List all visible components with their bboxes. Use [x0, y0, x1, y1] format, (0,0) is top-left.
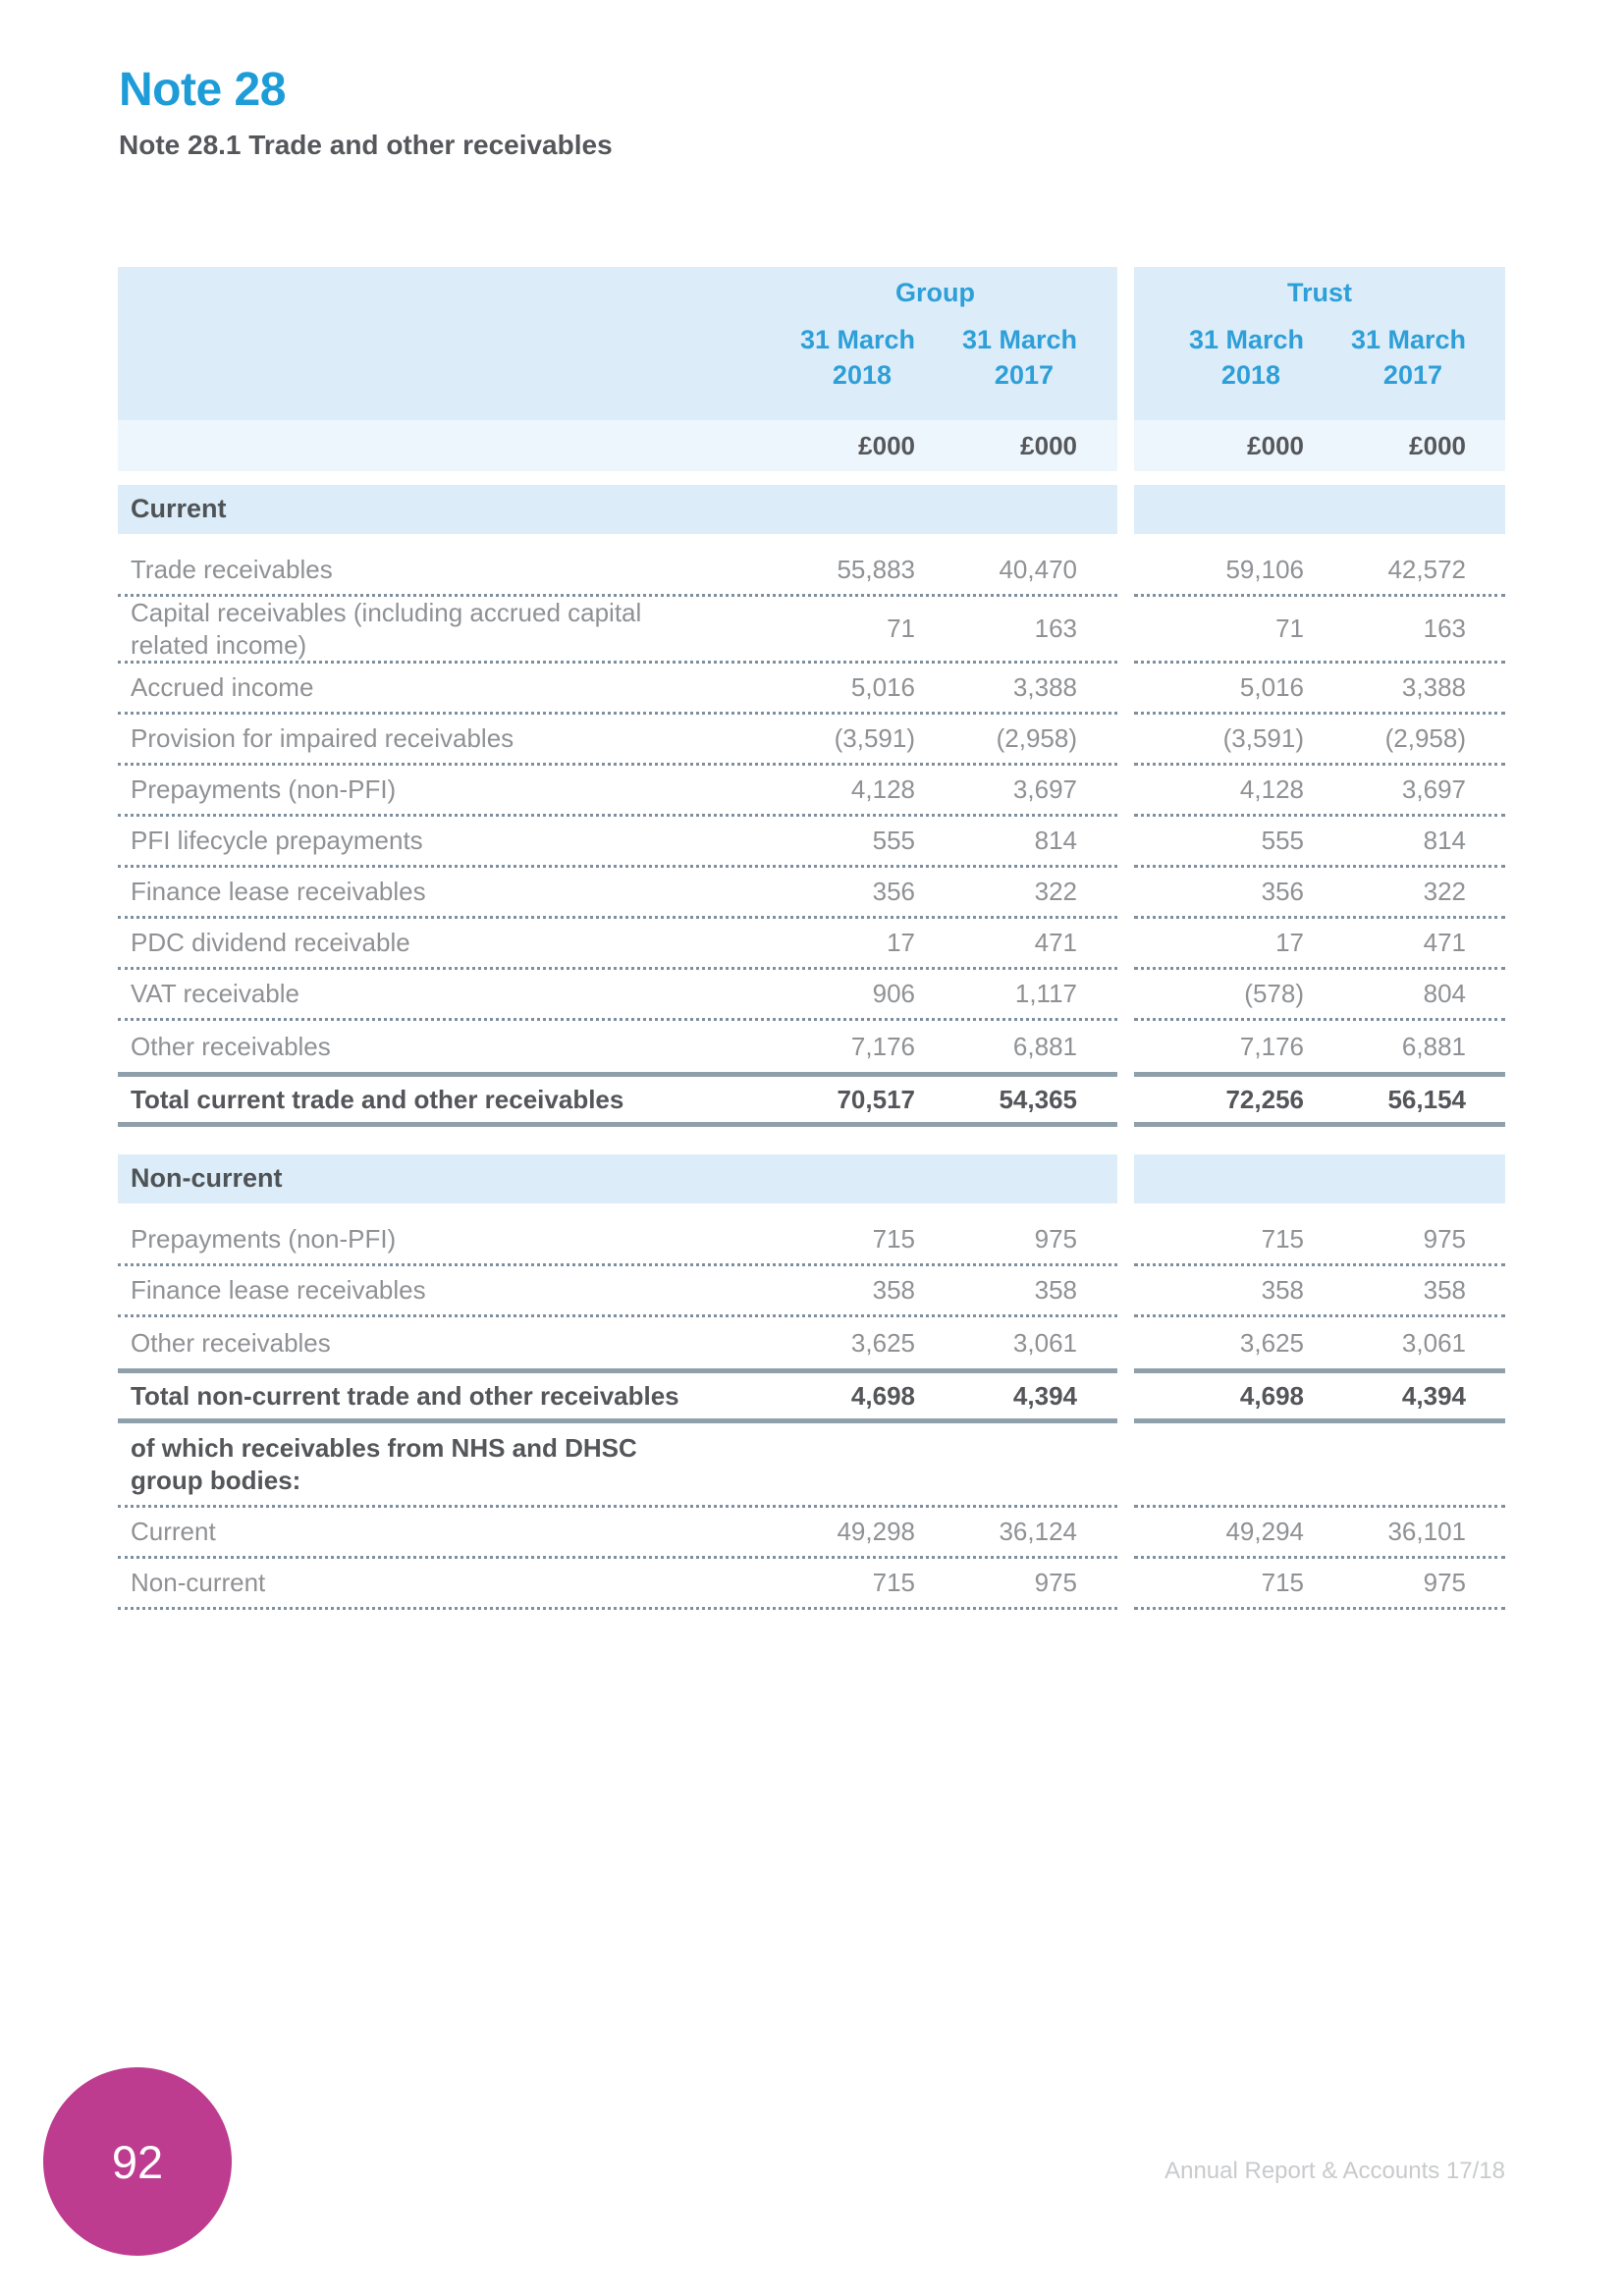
group-value-2017: 814 [1034, 826, 1077, 855]
trust-value-2017: 975 [1423, 1224, 1466, 1254]
row-label: Trade receivables [131, 555, 333, 585]
column-year: 2018 [832, 360, 892, 391]
row-label: Current [131, 494, 227, 524]
row-label: Other receivables [131, 1327, 331, 1358]
group-block [118, 597, 1117, 664]
column-year: 2018 [1220, 360, 1280, 391]
group-value-2017: (2,958) [996, 723, 1077, 753]
trust-block [1134, 1154, 1505, 1203]
footer-text: Annual Report & Accounts 17/18 [1164, 2158, 1505, 2184]
trust-block [1134, 1368, 1505, 1423]
trust-block [1134, 1508, 1505, 1559]
group-block [118, 970, 1117, 1021]
column-gap [1117, 919, 1134, 970]
group-block [118, 664, 1117, 715]
trust-block [1134, 664, 1505, 715]
group-value-2018: 906 [872, 979, 915, 1008]
row-label: VAT receivable [131, 979, 299, 1009]
table-body [118, 485, 1505, 1610]
trust-value-2017: 6,881 [1401, 1031, 1466, 1061]
trust-value-2018: (578) [1244, 979, 1304, 1008]
column-gap [1117, 868, 1134, 919]
column-year: 2017 [994, 360, 1054, 391]
column-gap [1117, 1317, 1134, 1368]
group-block [118, 817, 1117, 868]
group-value-2018: 3,625 [850, 1327, 915, 1358]
group-value-2018: 5,016 [850, 672, 915, 702]
trust-block [1134, 1021, 1505, 1072]
row-label: Total current trade and other receivables [131, 1084, 624, 1114]
column-month: 31 March [1350, 325, 1466, 354]
group-value-2017: 975 [1034, 1224, 1077, 1254]
group-value-2018: 70,517 [837, 1084, 915, 1114]
group-value-2017: 3,388 [1012, 672, 1077, 702]
trust-header-label: Trust [1286, 277, 1352, 307]
row-label: Other receivables [131, 1031, 331, 1061]
group-block [118, 1215, 1117, 1266]
trust-block [1134, 1072, 1505, 1127]
unit-row [118, 420, 1505, 471]
trust-block [1134, 715, 1505, 766]
section-header-row [118, 485, 1505, 534]
row-label: of which receivables from NHS and DHSC group bodies: [131, 1433, 637, 1495]
column-gap [1117, 420, 1134, 471]
group-block [118, 715, 1117, 766]
group-value-2017: 6,881 [1012, 1031, 1077, 1061]
group-value-2017: 322 [1034, 877, 1077, 906]
trust-value-2018: 17 [1275, 928, 1304, 957]
column-header [1142, 322, 1304, 394]
trust-value-2018: 3,625 [1239, 1327, 1304, 1358]
trust-value-2018: 356 [1261, 877, 1304, 906]
trust-block [1134, 766, 1505, 817]
table-row [118, 868, 1505, 919]
trust-header-block [1134, 267, 1505, 318]
trust-value-2017: 3,061 [1401, 1327, 1466, 1358]
column-gap [1117, 1154, 1134, 1203]
total-row [118, 1072, 1505, 1127]
group-block [118, 485, 1117, 534]
column-gap [1117, 1368, 1134, 1423]
section-header-row [118, 1154, 1505, 1203]
column-month: 31 March [799, 325, 915, 354]
table-row [118, 919, 1505, 970]
subheader-row [118, 1423, 1505, 1508]
unit-label: £000 [858, 430, 915, 460]
group-value-2018: 555 [872, 826, 915, 855]
column-month: 31 March [1188, 325, 1304, 354]
column-gap [1117, 817, 1134, 868]
group-column-headers [118, 318, 1117, 420]
page-subtitle: Note 28.1 Trade and other receivables [119, 130, 613, 160]
group-value-2018: 715 [872, 1224, 915, 1254]
trust-value-2018: 715 [1261, 1568, 1304, 1597]
group-block [118, 1072, 1117, 1127]
table-row [118, 1266, 1505, 1317]
row-label: Current [131, 1517, 216, 1547]
trust-value-2018: 358 [1261, 1275, 1304, 1305]
row-label: Non-current [131, 1568, 266, 1598]
group-value-2017: 163 [1034, 614, 1077, 643]
trust-value-2018: 555 [1261, 826, 1304, 855]
column-gap [1117, 766, 1134, 817]
total-row [118, 1368, 1505, 1423]
trust-value-2017: 814 [1423, 826, 1466, 855]
trust-block [1134, 919, 1505, 970]
row-label: Total non-current trade and other receivables [131, 1380, 679, 1411]
group-value-2017: 54,365 [999, 1084, 1077, 1114]
trust-value-2017: 975 [1423, 1568, 1466, 1597]
trust-block [1134, 485, 1505, 534]
table-row [118, 1508, 1505, 1559]
column-gap [1117, 1508, 1134, 1559]
group-block [118, 1154, 1117, 1203]
trust-value-2018: 4,698 [1239, 1380, 1304, 1411]
group-value-2017: 3,697 [1012, 774, 1077, 804]
row-label: Provision for impaired receivables [131, 723, 514, 754]
trust-block [1134, 1266, 1505, 1317]
trust-unit-cells [1134, 420, 1505, 471]
column-gap [1117, 1072, 1134, 1127]
group-value-2018: (3,591) [834, 723, 915, 753]
column-gap [1117, 597, 1134, 664]
trust-block [1134, 1317, 1505, 1368]
group-value-2017: 471 [1034, 928, 1077, 957]
group-value-2018: 358 [872, 1275, 915, 1305]
unit-label: £000 [1409, 430, 1466, 460]
group-unit-cells [118, 420, 1117, 471]
trust-value-2017: 471 [1423, 928, 1466, 957]
table-row [118, 1559, 1505, 1610]
trust-value-2018: 5,016 [1239, 672, 1304, 702]
trust-value-2018: 59,106 [1225, 555, 1304, 584]
group-value-2017: 975 [1034, 1568, 1077, 1597]
trust-value-2018: 72,256 [1225, 1084, 1304, 1114]
group-block [118, 1423, 1117, 1508]
row-label: Finance lease receivables [131, 877, 426, 907]
group-block [118, 919, 1117, 970]
group-value-2017: 4,394 [1012, 1380, 1077, 1411]
column-gap [1117, 664, 1134, 715]
trust-value-2017: 358 [1423, 1275, 1466, 1305]
table-row [118, 817, 1505, 868]
group-block [118, 1559, 1117, 1610]
row-label: Capital receivables (including accrued capital related income) [131, 598, 642, 660]
group-value-2018: 7,176 [850, 1031, 915, 1061]
trust-value-2017: 322 [1423, 877, 1466, 906]
table-row [118, 1021, 1505, 1072]
column-year: 2017 [1382, 360, 1442, 391]
trust-value-2017: 3,697 [1401, 774, 1466, 804]
column-gap [1117, 1215, 1134, 1266]
table-row [118, 1317, 1505, 1368]
row-label: Finance lease receivables [131, 1275, 426, 1306]
trust-value-2017: 36,101 [1387, 1517, 1466, 1546]
trust-value-2018: 715 [1261, 1224, 1304, 1254]
group-value-2018: 71 [887, 614, 915, 643]
group-block [118, 1317, 1117, 1368]
trust-value-2017: 3,388 [1401, 672, 1466, 702]
group-value-2018: 356 [872, 877, 915, 906]
trust-block [1134, 868, 1505, 919]
row-label: Accrued income [131, 672, 314, 703]
group-block [118, 1266, 1117, 1317]
group-block [118, 766, 1117, 817]
page-title: Note 28 [119, 64, 286, 116]
column-gap [1117, 1423, 1134, 1508]
group-value-2017: 36,124 [999, 1517, 1077, 1546]
group-value-2018: 715 [872, 1568, 915, 1597]
trust-block [1134, 1559, 1505, 1610]
unit-label: £000 [1020, 430, 1077, 460]
group-value-2017: 1,117 [1014, 979, 1077, 1008]
trust-column-headers [1134, 318, 1505, 420]
trust-value-2018: 49,294 [1225, 1517, 1304, 1546]
trust-block [1134, 1423, 1505, 1508]
trust-block [1134, 817, 1505, 868]
table-row [118, 664, 1505, 715]
trust-value-2018: (3,591) [1222, 723, 1304, 753]
column-gap [1117, 1559, 1134, 1610]
trust-value-2018: 7,176 [1239, 1031, 1304, 1061]
column-header [753, 322, 915, 394]
table-row [118, 766, 1505, 817]
column-gap [1117, 267, 1134, 318]
table-row [118, 1215, 1505, 1266]
table-row [118, 597, 1505, 664]
group-value-2018: 55,883 [837, 555, 915, 584]
column-gap [1117, 318, 1134, 420]
row-label: Prepayments (non-PFI) [131, 774, 397, 805]
column-gap [1117, 485, 1134, 534]
group-block [118, 1021, 1117, 1072]
column-gap [1117, 970, 1134, 1021]
trust-block [1134, 970, 1505, 1021]
column-gap [1117, 1266, 1134, 1317]
page-number-badge [43, 2067, 232, 2256]
trust-block [1134, 546, 1505, 597]
trust-value-2017: 56,154 [1387, 1084, 1466, 1114]
trust-value-2017: 163 [1423, 614, 1466, 643]
trust-value-2017: 4,394 [1401, 1380, 1466, 1411]
table-row [118, 715, 1505, 766]
header-gap [118, 471, 1505, 485]
group-header-label: Group [895, 277, 975, 307]
column-header [1304, 322, 1505, 394]
receivables-table [118, 267, 1505, 1610]
trust-value-2017: 42,572 [1387, 555, 1466, 584]
row-label: Non-current [131, 1163, 283, 1194]
row-label: PDC dividend receivable [131, 928, 410, 958]
unit-label: £000 [1247, 430, 1304, 460]
group-value-2018: 4,698 [850, 1380, 915, 1411]
table-row [118, 546, 1505, 597]
row-label: PFI lifecycle prepayments [131, 826, 423, 856]
row-label: Prepayments (non-PFI) [131, 1224, 397, 1255]
table-column-header-row [118, 318, 1505, 420]
group-value-2017: 40,470 [999, 555, 1077, 584]
group-value-2017: 3,061 [1012, 1327, 1077, 1358]
column-gap [1117, 546, 1134, 597]
page-number: 92 [111, 2135, 164, 2188]
group-block [118, 1508, 1117, 1559]
column-month: 31 March [961, 325, 1077, 354]
column-gap [1117, 1021, 1134, 1072]
table-header-row [118, 267, 1505, 318]
trust-block [1134, 1215, 1505, 1266]
trust-value-2018: 4,128 [1239, 774, 1304, 804]
trust-value-2017: 804 [1423, 979, 1466, 1008]
section-spacer [118, 1127, 1505, 1154]
trust-block [1134, 597, 1505, 664]
group-value-2018: 49,298 [837, 1517, 915, 1546]
group-value-2017: 358 [1034, 1275, 1077, 1305]
group-block [118, 1368, 1117, 1423]
group-value-2018: 17 [887, 928, 915, 957]
trust-value-2017: (2,958) [1384, 723, 1466, 753]
group-block [118, 868, 1117, 919]
trust-value-2018: 71 [1275, 614, 1304, 643]
column-gap [1117, 715, 1134, 766]
table-row [118, 970, 1505, 1021]
group-block [118, 546, 1117, 597]
group-header-block [118, 267, 1117, 318]
column-header [915, 322, 1117, 394]
group-value-2018: 4,128 [850, 774, 915, 804]
